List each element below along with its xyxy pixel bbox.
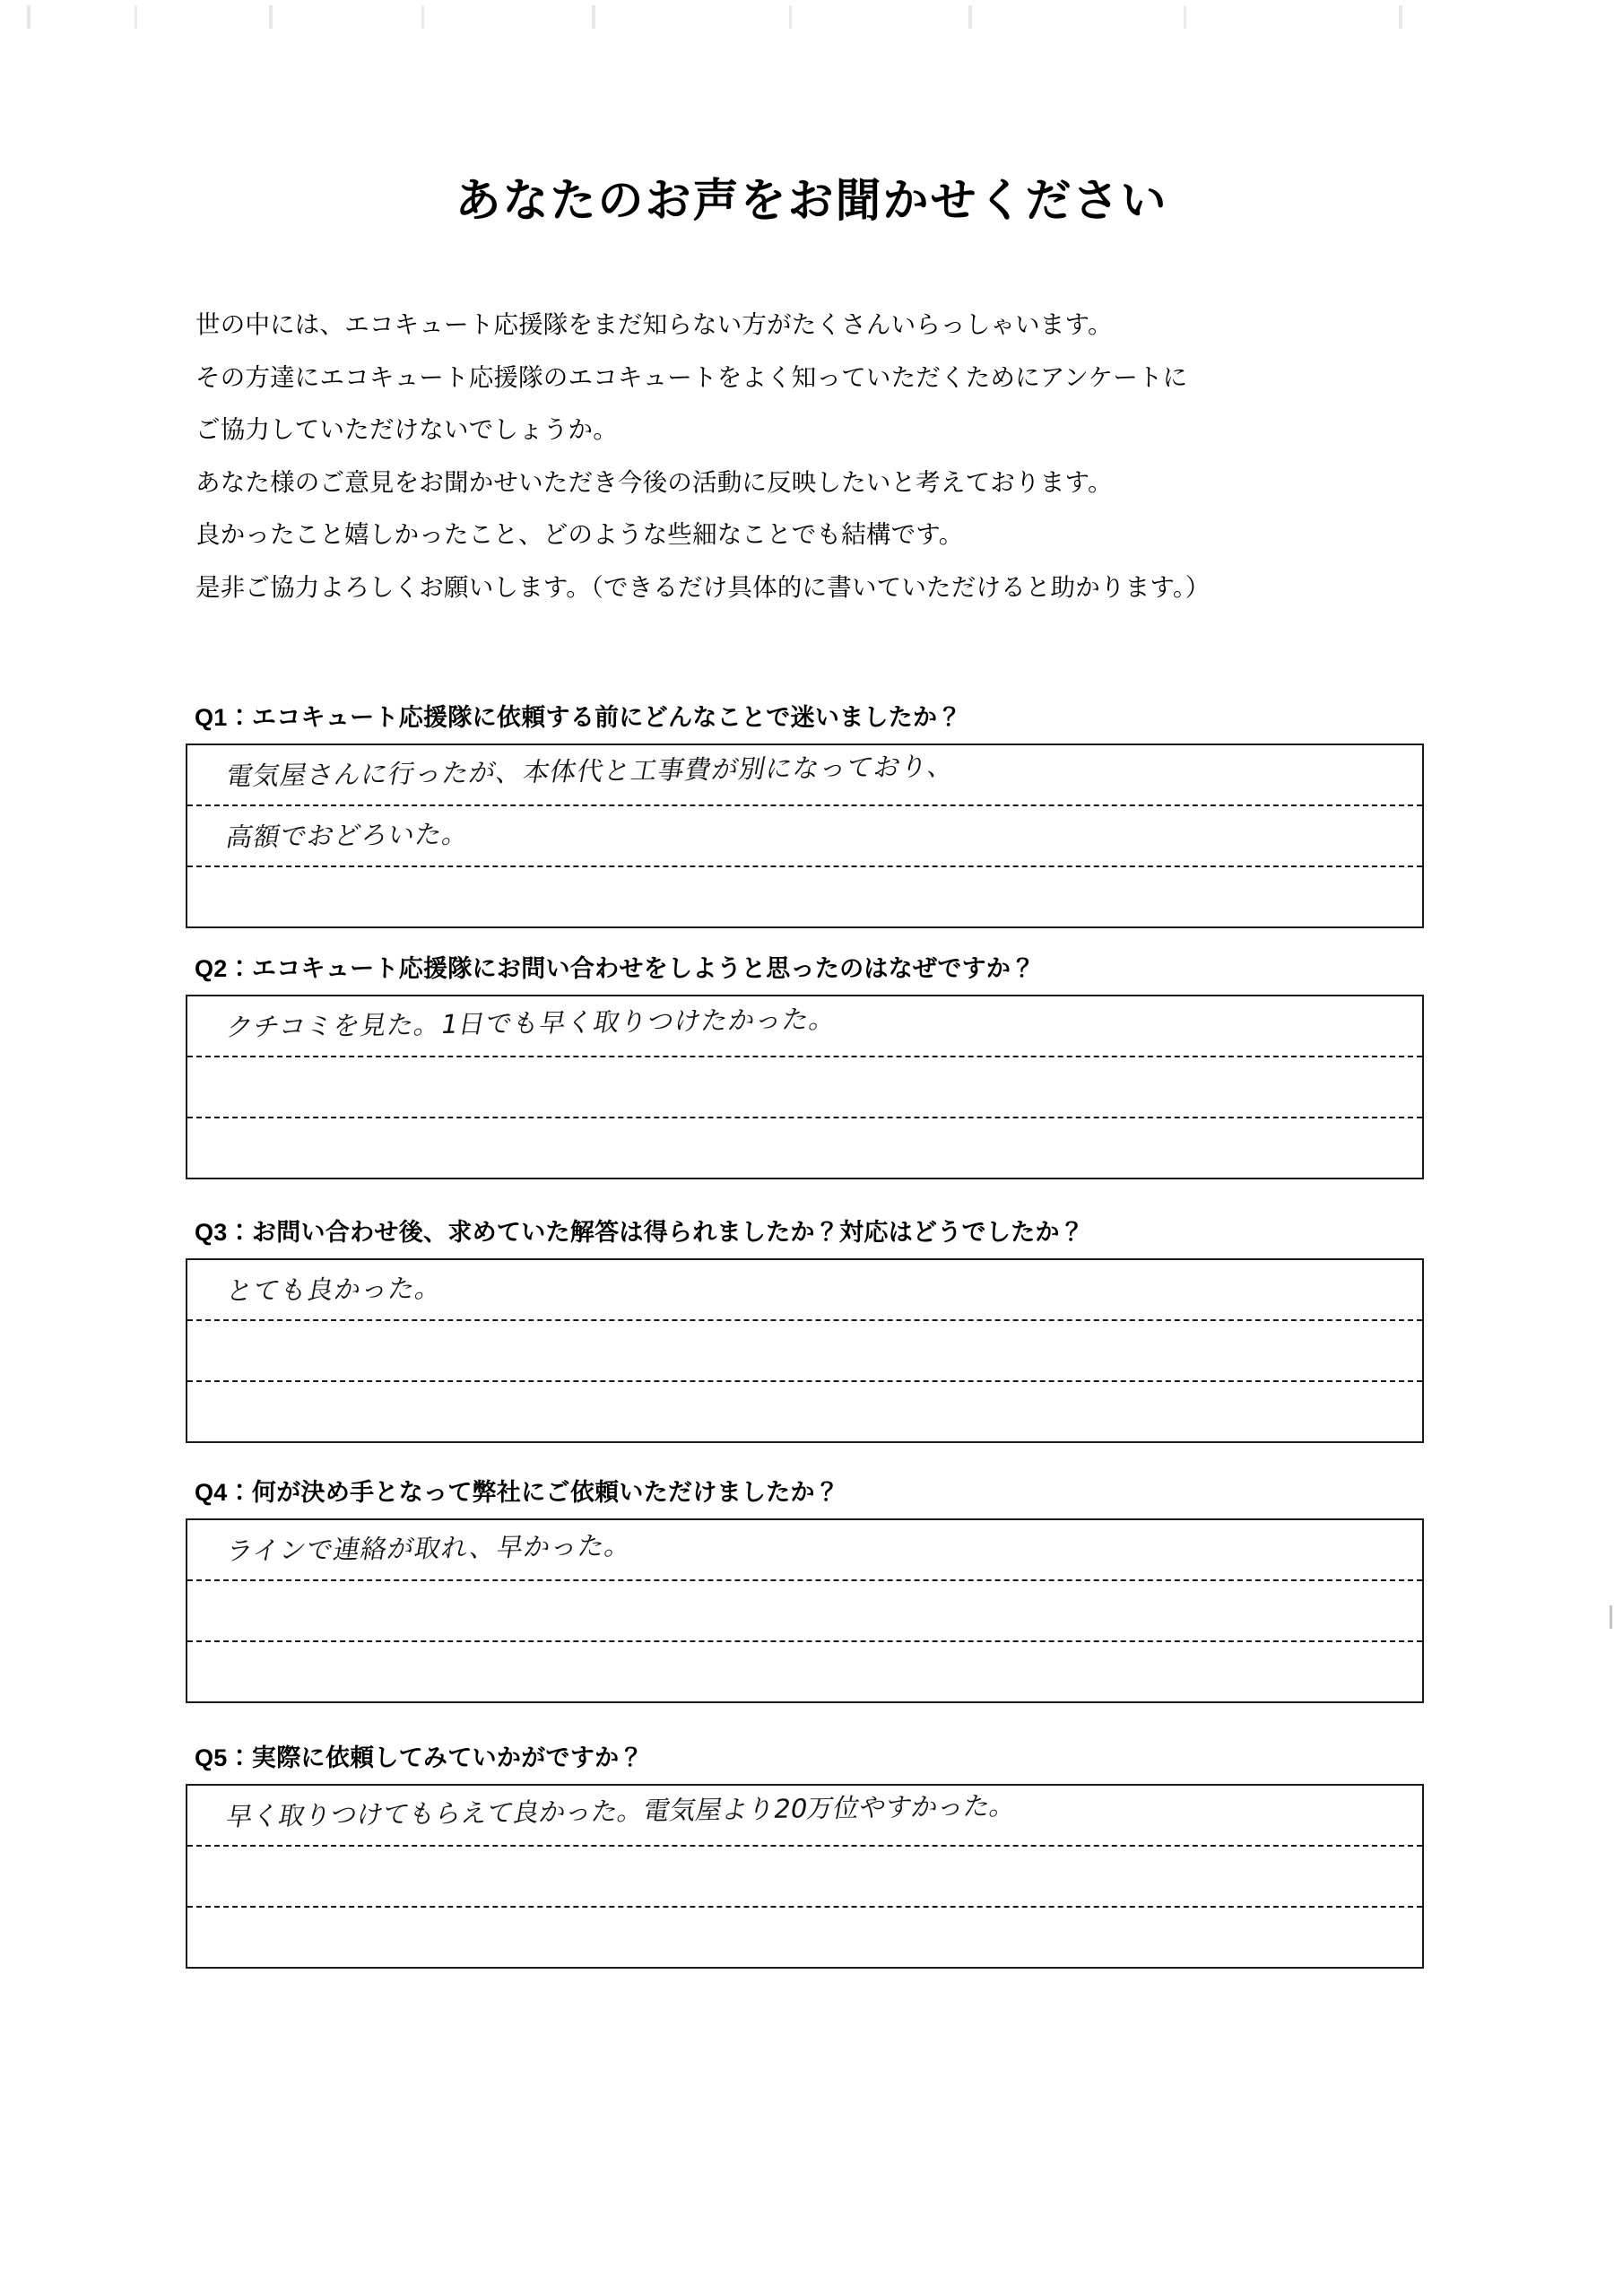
intro-line: ご協力していただけないでしょうか。	[195, 415, 618, 443]
handwritten-answer-text: 早く取りつけてもらえて良かった。電気屋より20万位やすかった。	[223, 1789, 1020, 1831]
intro-line: 是非ご協力よろしくお願いします。（できるだけ具体的に書いていただけると助かります。）	[195, 572, 1211, 601]
question-heading-q1: Q1：エコキュート応援隊に依頼する前にどんなことで迷いましたか？	[195, 704, 962, 731]
answer-box-q3[interactable]	[186, 1258, 1424, 1443]
question-heading-q4: Q4：何が決め手となって弊社にご依頼いただけましたか？	[195, 1479, 840, 1506]
answer-line[interactable]	[187, 867, 1422, 926]
question-heading-q5: Q5：実際に依頼してみていかがですか？	[195, 1744, 644, 1771]
answer-line[interactable]	[187, 1642, 1422, 1701]
scan-artifact-right-edge	[1610, 1605, 1612, 1629]
intro-line: 良かったこと嬉しかったこと、どのような些細なことでも結構です。	[195, 520, 964, 548]
intro-line: 世の中には、エコキュート応援隊をまだ知らない方がたくさんいらっしゃいます。	[195, 310, 1113, 338]
intro-paragraph	[195, 312, 1451, 627]
answer-box-q2[interactable]	[186, 995, 1424, 1179]
question-heading-q3: Q3：お問い合わせ後、求めていた解答は得られましたか？対応はどうでしたか？	[195, 1219, 1085, 1246]
handwritten-answer-text: 電気屋さんに行ったが、本体代と工事費が別になっており、	[223, 750, 959, 791]
handwritten-answer-text: クチコミを見た。1日でも早く取りつけたかった。	[223, 1003, 839, 1042]
question-block-q5	[186, 1738, 1424, 1969]
answer-box-q4[interactable]	[186, 1518, 1424, 1703]
answer-box-q1[interactable]	[186, 744, 1424, 928]
intro-line: その方達にエコキュート応援隊のエコキュートをよく知っていただくためにアンケートに	[195, 362, 1188, 391]
scan-artifact-top-edge	[0, 0, 1623, 36]
answer-line[interactable]	[187, 1118, 1422, 1178]
handwritten-answer-text: とても良かった。	[223, 1272, 446, 1306]
question-block-q2	[186, 949, 1424, 1179]
answer-box-q5[interactable]	[186, 1784, 1424, 1969]
question-heading-q2: Q2：エコキュート応援隊にお問い合わせをしようと思ったのはなぜですか？	[195, 955, 1036, 982]
intro-line: あなた様のご意見をお聞かせいただき今後の活動に反映したいと考えております。	[195, 467, 1113, 496]
handwritten-answer-text: 高額でおどろいた。	[223, 818, 473, 852]
handwritten-answer-text: ラインで連絡が取れ、早かった。	[223, 1529, 635, 1566]
page-title: あなたのお声をお聞かせください	[455, 175, 1168, 226]
question-block-q1	[186, 698, 1424, 928]
question-block-q4	[186, 1473, 1424, 1703]
answer-line[interactable]	[187, 1382, 1422, 1441]
answer-line[interactable]	[187, 1908, 1422, 1967]
question-block-q3	[186, 1213, 1424, 1443]
